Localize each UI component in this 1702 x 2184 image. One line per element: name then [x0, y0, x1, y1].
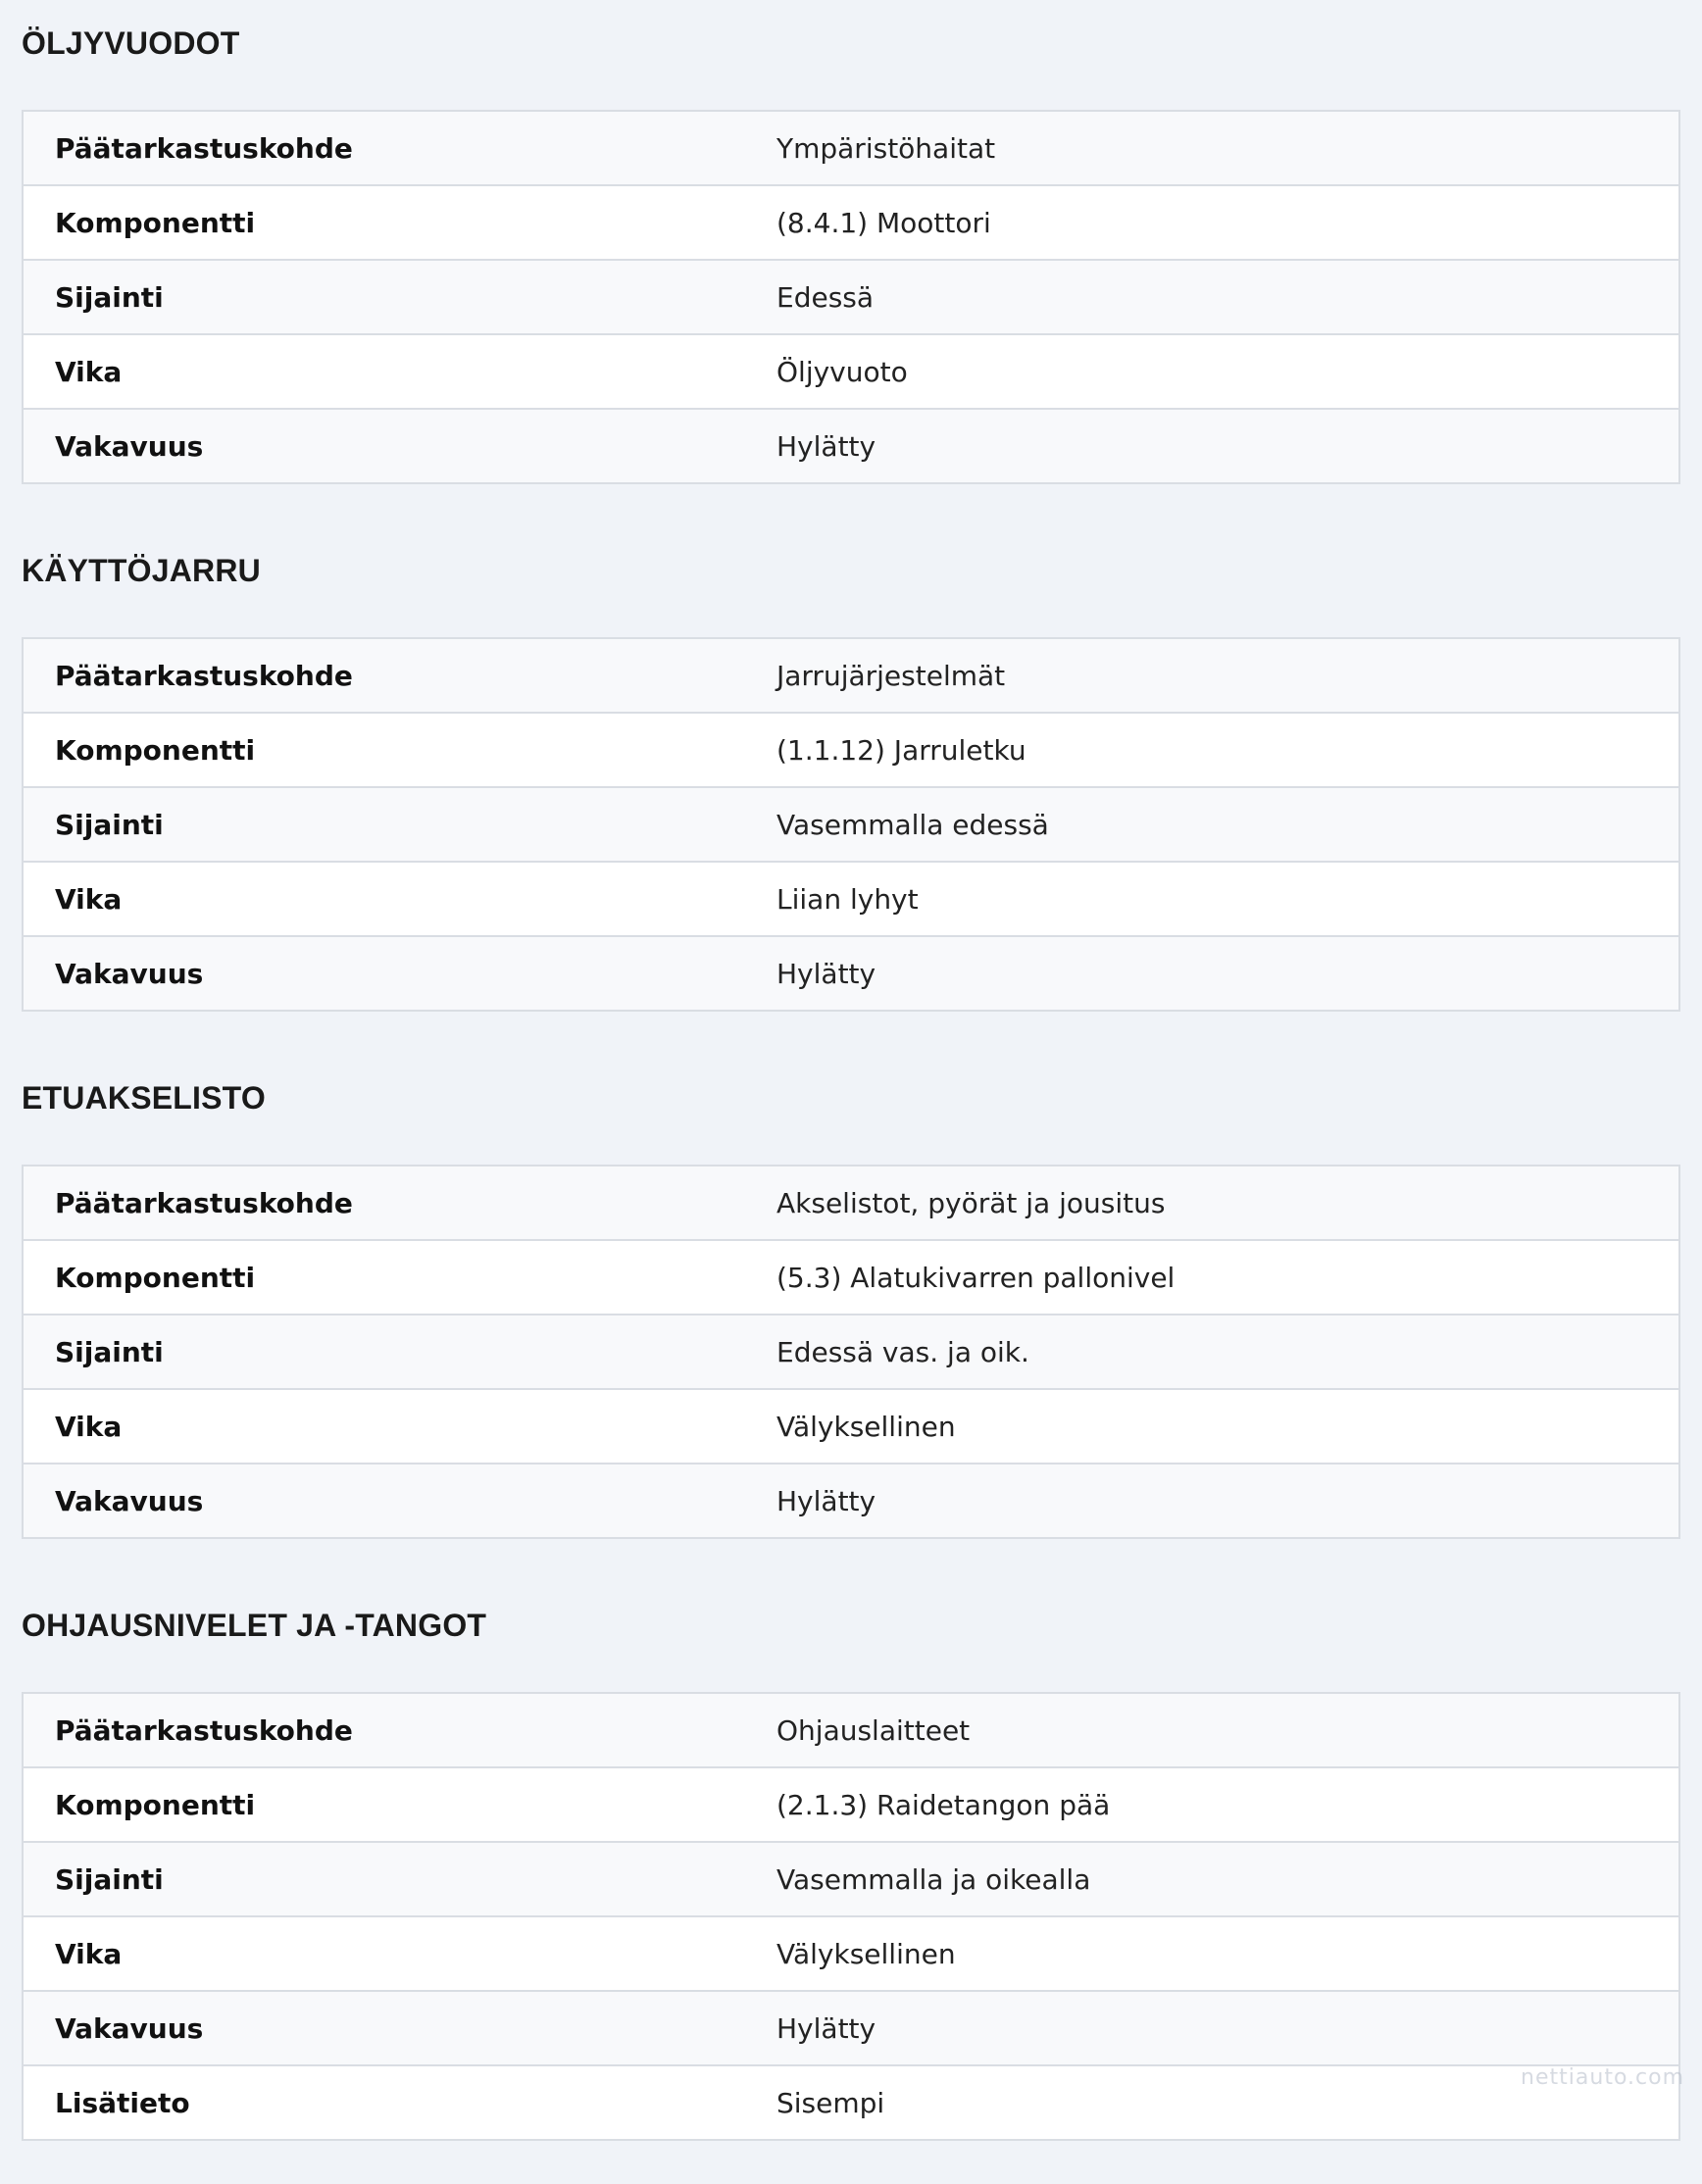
section-title: ETUAKSELISTO: [22, 1080, 266, 1116]
row-label: Vika: [23, 1389, 776, 1464]
table-row: [23, 409, 1679, 483]
row-label: Sijainti: [23, 1315, 776, 1389]
table-row: [23, 1842, 1679, 1916]
row-value: Hylätty: [776, 1991, 1679, 2065]
section-title: OHJAUSNIVELET JA -TANGOT: [22, 1608, 487, 1643]
row-label: Sijainti: [23, 1842, 776, 1916]
row-label: Komponentti: [23, 1767, 776, 1842]
row-value: Sisempi: [776, 2065, 1679, 2140]
detail-table: [22, 637, 1680, 1012]
row-label: Päätarkastuskohde: [23, 638, 776, 713]
row-value: (1.1.12) Jarruletku: [776, 713, 1679, 787]
row-label: Päätarkastuskohde: [23, 111, 776, 185]
row-label: Päätarkastuskohde: [23, 1693, 776, 1767]
row-label: Vika: [23, 1916, 776, 1991]
row-label: Vakavuus: [23, 1464, 776, 1538]
detail-table: [22, 110, 1680, 484]
row-value: Liian lyhyt: [776, 862, 1679, 936]
row-value: Hylätty: [776, 409, 1679, 483]
section-oljyvuodot: [22, 0, 1680, 484]
row-label: Vakavuus: [23, 409, 776, 483]
section-kayttojarru: [22, 527, 1680, 1012]
section-title: KÄYTTÖJARRU: [22, 553, 261, 588]
section-ohjausnivelet: [22, 1582, 1680, 2141]
table-row: [23, 111, 1679, 185]
row-label: Vika: [23, 334, 776, 409]
table-row: [23, 260, 1679, 334]
table-row: [23, 787, 1679, 862]
table-row: [23, 1240, 1679, 1315]
row-value: Hylätty: [776, 1464, 1679, 1538]
table-row: [23, 1166, 1679, 1240]
watermark: nettiauto.com: [1521, 2065, 1684, 2090]
section-title: ÖLJYVUODOT: [22, 25, 240, 61]
row-value: Edessä: [776, 260, 1679, 334]
row-label: Vika: [23, 862, 776, 936]
table-row: [23, 1693, 1679, 1767]
table-row: [23, 185, 1679, 260]
row-label: Komponentti: [23, 713, 776, 787]
table-row: [23, 862, 1679, 936]
table-row: [23, 936, 1679, 1011]
row-label: Lisätieto: [23, 2065, 776, 2140]
row-value: Vasemmalla ja oikealla: [776, 1842, 1679, 1916]
table-row: [23, 638, 1679, 713]
table-row: [23, 1767, 1679, 1842]
row-value: Akselistot, pyörät ja jousitus: [776, 1166, 1679, 1240]
table-row: [23, 1389, 1679, 1464]
table-row: [23, 1464, 1679, 1538]
table-row: [23, 2065, 1679, 2140]
table-row: [23, 1315, 1679, 1389]
table-row: [23, 1991, 1679, 2065]
row-label: Sijainti: [23, 787, 776, 862]
row-label: Komponentti: [23, 185, 776, 260]
row-value: Välyksellinen: [776, 1389, 1679, 1464]
row-value: (5.3) Alatukivarren pallonivel: [776, 1240, 1679, 1315]
table-row: [23, 1916, 1679, 1991]
section-etuakselisto: [22, 1055, 1680, 1539]
inspection-report: [22, 0, 1680, 2184]
row-value: Välyksellinen: [776, 1916, 1679, 1991]
row-value: Öljyvuoto: [776, 334, 1679, 409]
table-row: [23, 713, 1679, 787]
row-value: Vasemmalla edessä: [776, 787, 1679, 862]
row-label: Sijainti: [23, 260, 776, 334]
detail-table: [22, 1692, 1680, 2141]
row-value: Edessä vas. ja oik.: [776, 1315, 1679, 1389]
row-value: (8.4.1) Moottori: [776, 185, 1679, 260]
row-value: Jarrujärjestelmät: [776, 638, 1679, 713]
row-value: Ohjauslaitteet: [776, 1693, 1679, 1767]
row-value: (2.1.3) Raidetangon pää: [776, 1767, 1679, 1842]
detail-table: [22, 1165, 1680, 1539]
row-label: Vakavuus: [23, 1991, 776, 2065]
row-value: Hylätty: [776, 936, 1679, 1011]
row-label: Komponentti: [23, 1240, 776, 1315]
table-row: [23, 334, 1679, 409]
row-label: Vakavuus: [23, 936, 776, 1011]
row-value: Ympäristöhaitat: [776, 111, 1679, 185]
row-label: Päätarkastuskohde: [23, 1166, 776, 1240]
